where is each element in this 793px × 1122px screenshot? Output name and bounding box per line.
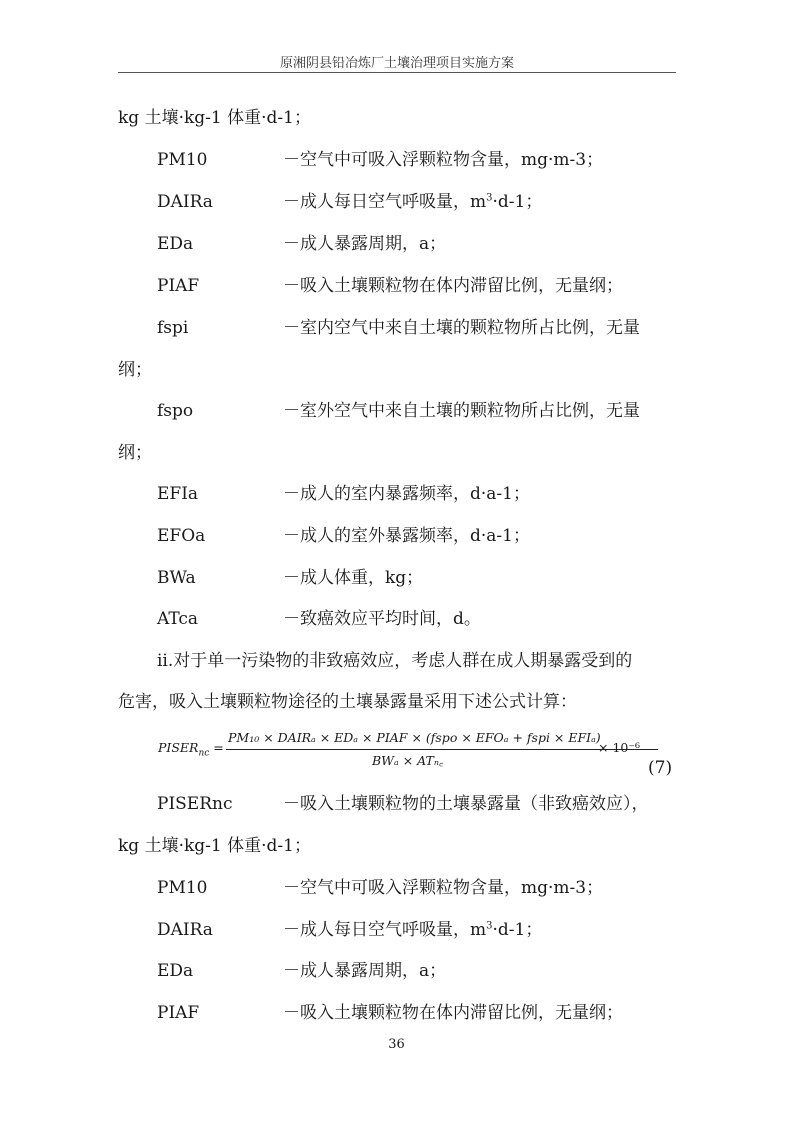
definition: －室内空气中来自土壤的颗粒物所占比例，无量	[283, 318, 640, 338]
header-rule	[118, 72, 676, 73]
continuation-line: kg 土壤·kg-1 体重·d-1；	[118, 108, 311, 128]
definition: －吸入土壤颗粒物的土壤暴露量（非致癌效应），	[283, 794, 649, 814]
wrap-line: 纲；	[118, 360, 152, 380]
definition: －吸入土壤颗粒物在体内滞留比例，无量纲；	[283, 1003, 623, 1023]
paragraph-line-2: 危害，吸入土壤颗粒物途径的土壤暴露量采用下述公式计算：	[118, 692, 577, 712]
term: ATca	[157, 609, 199, 629]
continuation-line: kg 土壤·kg-1 体重·d-1；	[118, 836, 311, 856]
definition	[283, 190, 542, 214]
term: PM10	[157, 150, 208, 170]
term: PIAF	[157, 276, 200, 296]
definition	[283, 918, 542, 942]
formula-numerator: PM₁₀ × DAIRₐ × EDₐ × PIAF × (fspo × EFOₐ + fspi × EFIₐ)	[228, 730, 601, 745]
formula-lhs: $PISER_{nc}$ =	[158, 740, 224, 759]
definition-text: ·d-1；	[492, 920, 543, 940]
definition: －成人暴露周期，a；	[283, 234, 447, 254]
definition: －空气中可吸入浮颗粒物含量，mg·m-3；	[283, 150, 604, 170]
formula-lhs-text: PISER	[158, 740, 199, 755]
definition: －室外空气中来自土壤的颗粒物所占比例，无量	[283, 401, 640, 421]
term: PM10	[157, 878, 208, 898]
superscript: 3	[486, 920, 493, 932]
definition: －吸入土壤颗粒物在体内滞留比例，无量纲；	[283, 276, 623, 296]
term: PIAF	[157, 1003, 200, 1023]
formula-7	[158, 728, 678, 774]
paragraph-line-1: ii.对于单一污染物的非致癌效应，考虑人群在成人期暴露受到的	[157, 651, 633, 671]
formula-denominator: BWₐ × ATₙ꜀	[372, 753, 444, 768]
term: fspi	[157, 318, 189, 338]
definition: －成人体重，kg；	[283, 568, 424, 588]
term: BWa	[157, 568, 196, 588]
superscript: 3	[486, 192, 493, 204]
term: EFOa	[157, 526, 206, 546]
definition: －成人的室外暴露频率，d·a-1；	[283, 526, 530, 546]
definition-text: ·d-1；	[492, 192, 543, 212]
term: DAIRa	[157, 920, 213, 940]
formula-lhs-subscript: nc	[198, 748, 210, 759]
page-number: 36	[388, 1037, 405, 1052]
definition: －成人暴露周期，a；	[283, 961, 447, 981]
term: EDa	[157, 234, 194, 254]
term: EDa	[157, 961, 194, 981]
definition: －成人的室内暴露频率，d·a-1；	[283, 484, 530, 504]
fraction-bar	[226, 749, 658, 750]
definition: －致癌效应平均时间，d。	[283, 609, 481, 629]
wrap-line: 纲；	[118, 443, 152, 463]
running-header: 原湘阴县铅冶炼厂土壤治理项目实施方案	[279, 56, 514, 71]
definition-text: －成人每日空气呼吸量，m	[283, 920, 487, 940]
term: PISERnc	[157, 794, 233, 814]
definition: －空气中可吸入浮颗粒物含量，mg·m-3；	[283, 878, 604, 898]
definition-text: －成人每日空气呼吸量，m	[283, 192, 487, 212]
term: fspo	[157, 401, 194, 421]
term: EFIa	[157, 484, 199, 504]
term: DAIRa	[157, 192, 213, 212]
formula-multiplier: × 10⁻⁶	[598, 740, 640, 755]
equation-number: (7)	[648, 758, 673, 778]
